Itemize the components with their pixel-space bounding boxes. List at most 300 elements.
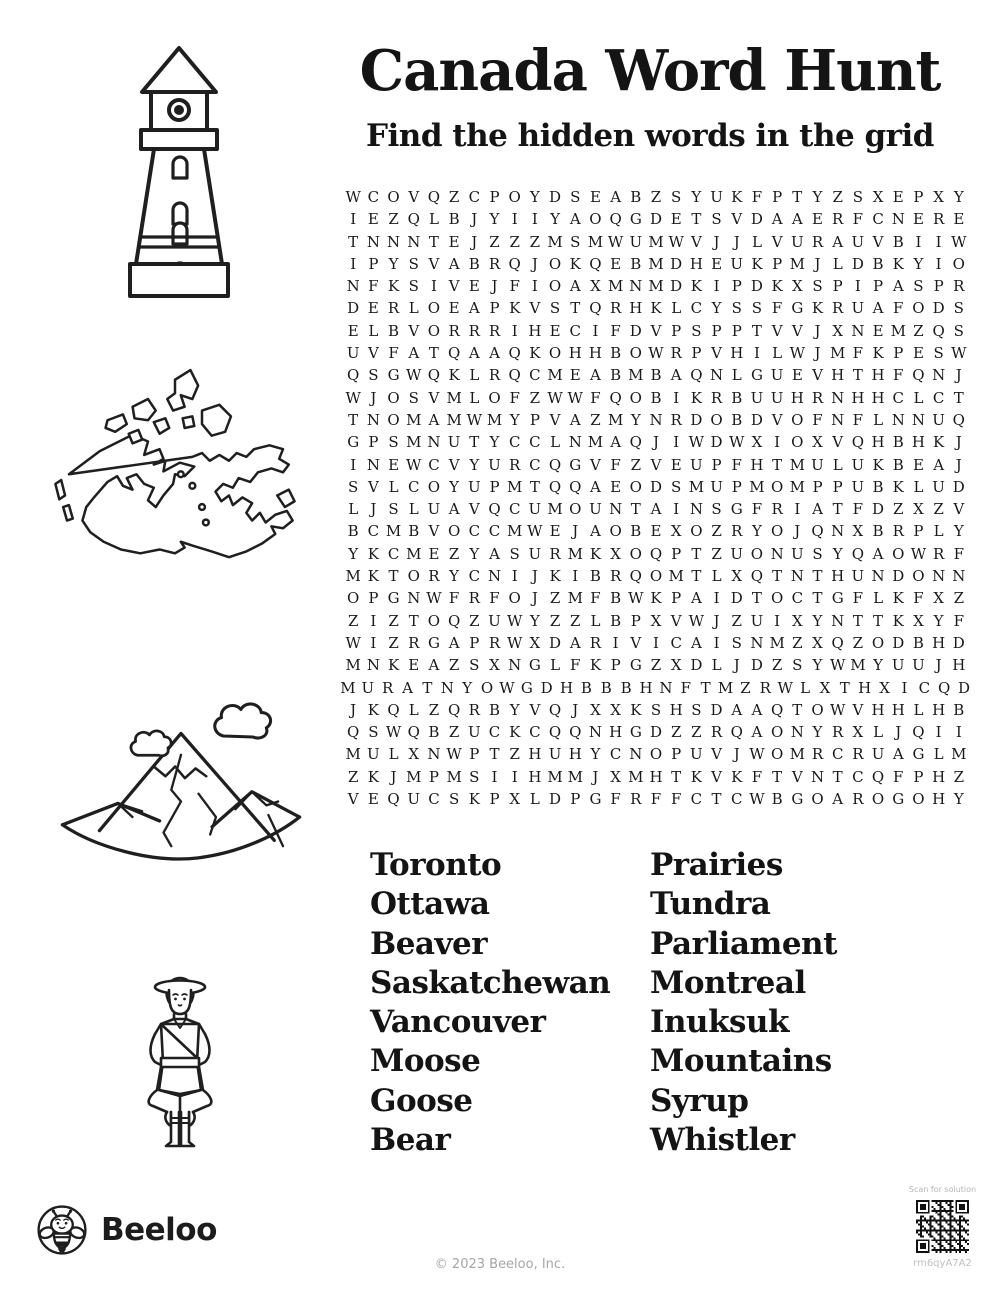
- grid-letter: U: [770, 366, 784, 385]
- grid-letter: D: [549, 188, 562, 206]
- grid-letter: C: [387, 544, 400, 563]
- grid-letter: Y: [449, 567, 460, 586]
- grid-letter: Q: [609, 210, 622, 229]
- grid-letter: L: [348, 500, 359, 519]
- grid-row: [338, 721, 974, 743]
- grid-letter: V: [771, 232, 783, 251]
- grid-letter: F: [368, 277, 379, 296]
- grid-letter: P: [529, 410, 540, 429]
- grid-letter: O: [427, 321, 441, 340]
- grid-letter: E: [610, 254, 622, 273]
- grid-letter: L: [408, 299, 419, 318]
- grid-letter: Z: [448, 656, 460, 675]
- grid-letter: S: [953, 321, 964, 340]
- grid-letter: K: [892, 254, 904, 273]
- grid-letter: V: [529, 700, 541, 719]
- grid-letter: X: [812, 433, 823, 452]
- grid-letter: W: [446, 745, 462, 764]
- grid-letter: E: [549, 522, 561, 541]
- grid-letter: S: [671, 477, 682, 496]
- grid-letter: M: [850, 656, 866, 675]
- grid-letter: K: [387, 656, 400, 675]
- grid-letter: K: [751, 254, 763, 273]
- grid-letter: M: [486, 410, 503, 429]
- grid-letter: N: [366, 455, 380, 474]
- grid-letter: E: [347, 321, 359, 340]
- grid-letter: J: [955, 433, 962, 452]
- grid-letter: E: [912, 344, 924, 363]
- grid-letter: B: [448, 210, 460, 229]
- grid-letter: P: [630, 611, 641, 630]
- grid-letter: O: [548, 277, 562, 296]
- grid-letter: A: [448, 500, 460, 519]
- grid-letter: E: [791, 366, 803, 385]
- grid-letter: B: [872, 522, 884, 541]
- grid-letter: E: [428, 544, 440, 563]
- grid-letter: O: [427, 477, 441, 496]
- grid-letter: C: [428, 455, 440, 474]
- grid-letter: J: [733, 232, 740, 251]
- grid-letter: K: [509, 723, 521, 742]
- grid-letter: R: [731, 522, 743, 541]
- grid-letter: F: [731, 455, 742, 474]
- grid-letter: T: [428, 344, 439, 363]
- grid-letter: V: [711, 745, 722, 764]
- grid-letter: Z: [347, 767, 359, 786]
- grid-letter: P: [469, 745, 480, 764]
- grid-letter: C: [508, 500, 521, 519]
- grid-letter: B: [731, 410, 743, 429]
- grid-letter: C: [428, 790, 440, 809]
- grid-letter: D: [649, 210, 663, 229]
- grid-letter: R: [852, 790, 864, 809]
- grid-letter: W: [466, 410, 483, 429]
- qr-caption: Scan for solution: [908, 1185, 977, 1194]
- grid-letter: J: [733, 656, 740, 675]
- grid-letter: L: [408, 500, 419, 519]
- grid-letter: I: [713, 633, 720, 652]
- grid-letter: O: [387, 410, 400, 429]
- grid-letter: U: [912, 656, 925, 675]
- grid-letter: Y: [873, 656, 884, 675]
- grid-letter: A: [610, 433, 622, 452]
- grid-letter: P: [671, 544, 682, 563]
- grid-letter: C: [690, 790, 703, 809]
- grid-letter: X: [529, 633, 541, 652]
- grid-letter: W: [628, 589, 644, 608]
- grid-letter: A: [892, 277, 904, 296]
- grid-letter: H: [831, 567, 845, 586]
- grid-letter: E: [448, 232, 460, 251]
- grid-letter: Y: [953, 522, 964, 541]
- grid-letter: J: [471, 232, 478, 251]
- grid-letter: G: [427, 633, 440, 652]
- grid-letter: P: [772, 188, 783, 206]
- grid-letter: I: [531, 210, 538, 229]
- grid-letter: U: [851, 567, 865, 586]
- grid-row: [338, 454, 974, 476]
- canada-map-illustration: [40, 360, 310, 575]
- grid-letter: A: [670, 366, 682, 385]
- grid-letter: O: [589, 210, 602, 229]
- word-list-column-2: [650, 846, 950, 1160]
- grid-letter: F: [509, 277, 520, 296]
- grid-letter: P: [671, 321, 682, 340]
- grid-letter: Q: [871, 767, 885, 786]
- grid-letter: T: [751, 589, 762, 608]
- grid-letter: B: [620, 678, 632, 697]
- grid-letter: P: [671, 745, 682, 764]
- grid-letter: N: [689, 500, 703, 519]
- word-list-item: Moose: [370, 1043, 481, 1080]
- grid-letter: Q: [730, 723, 743, 742]
- grid-letter: Z: [711, 522, 722, 541]
- grid-letter: Y: [449, 477, 460, 496]
- grid-letter: R: [892, 522, 904, 541]
- grid-letter: T: [408, 611, 419, 630]
- grid-letter: L: [933, 522, 944, 541]
- grid-letter: V: [670, 611, 682, 630]
- grid-letter: V: [812, 366, 823, 385]
- grid-letter: G: [791, 790, 804, 809]
- grid-letter: D: [710, 433, 723, 452]
- grid-letter: K: [892, 477, 904, 496]
- grid-letter: R: [468, 589, 480, 608]
- grid-letter: V: [367, 344, 379, 363]
- grid-letter: W: [789, 344, 806, 363]
- grid-letter: I: [794, 500, 801, 519]
- grid-letter: K: [872, 344, 884, 363]
- grid-letter: N: [366, 656, 380, 675]
- grid-letter: F: [590, 589, 601, 608]
- grid-letter: A: [872, 544, 884, 563]
- grid-letter: U: [488, 455, 501, 474]
- grid-letter: D: [670, 277, 683, 296]
- grid-letter: J: [390, 767, 397, 786]
- grid-letter: B: [892, 433, 904, 452]
- grid-letter: A: [468, 344, 480, 363]
- grid-letter: C: [872, 210, 884, 229]
- grid-letter: J: [814, 321, 821, 340]
- grid-letter: B: [610, 344, 622, 363]
- grid-letter: E: [448, 299, 460, 318]
- grid-letter: S: [469, 767, 480, 786]
- grid-letter: M: [340, 678, 356, 697]
- grid-letter: O: [770, 477, 784, 496]
- grid-letter: I: [612, 633, 619, 652]
- grid-letter: X: [933, 589, 944, 608]
- grid-letter: U: [589, 500, 602, 519]
- grid-letter: C: [367, 188, 380, 206]
- grid-letter: P: [832, 477, 843, 496]
- grid-letter: N: [407, 232, 421, 251]
- grid-letter: U: [488, 611, 501, 630]
- grid-letter: Z: [832, 188, 843, 206]
- grid-letter: J: [370, 500, 377, 519]
- grid-row: [338, 565, 974, 587]
- grid-letter: N: [649, 410, 663, 429]
- grid-letter: H: [568, 344, 582, 363]
- grid-letter: P: [913, 188, 924, 206]
- grid-letter: V: [367, 477, 379, 496]
- grid-letter: R: [549, 544, 561, 563]
- grid-letter: B: [610, 589, 622, 608]
- grid-letter: Z: [570, 611, 581, 630]
- grid-letter: K: [367, 700, 379, 719]
- grid-letter: P: [913, 767, 924, 786]
- grid-letter: Z: [509, 232, 520, 251]
- grid-letter: Z: [509, 745, 520, 764]
- grid-letter: L: [933, 745, 944, 764]
- grid-letter: X: [913, 500, 924, 519]
- grid-letter: P: [489, 188, 500, 206]
- grid-letter: S: [368, 366, 379, 385]
- grid-letter: J: [733, 745, 740, 764]
- grid-letter: U: [548, 745, 562, 764]
- grid-letter: Q: [952, 410, 965, 429]
- grid-letter: D: [690, 656, 703, 675]
- grid-letter: V: [428, 388, 440, 407]
- grid-letter: W: [506, 611, 523, 630]
- grid-letter: Q: [938, 678, 951, 697]
- grid-row: [338, 632, 974, 654]
- grid-row: [338, 543, 974, 565]
- grid-letter: Z: [852, 633, 864, 652]
- grid-letter: H: [528, 767, 542, 786]
- grid-letter: M: [890, 321, 906, 340]
- grid-letter: A: [892, 745, 904, 764]
- grid-letter: P: [812, 477, 823, 496]
- grid-letter: N: [831, 522, 845, 541]
- grid-letter: C: [529, 433, 541, 452]
- grid-letter: B: [388, 321, 400, 340]
- grid-letter: P: [731, 277, 742, 296]
- grid-letter: O: [480, 678, 494, 697]
- grid-letter: V: [549, 410, 561, 429]
- grid-letter: U: [447, 433, 461, 452]
- grid-letter: H: [871, 388, 885, 407]
- grid-letter: N: [891, 410, 905, 429]
- mountains-illustration: [45, 700, 317, 868]
- grid-letter: L: [751, 232, 762, 251]
- grid-letter: V: [468, 500, 480, 519]
- grid-letter: E: [468, 277, 480, 296]
- grid-letter: T: [772, 567, 783, 586]
- grid-letter: N: [790, 723, 804, 742]
- grid-letter: M: [547, 366, 563, 385]
- grid-letter: L: [428, 210, 439, 229]
- grid-letter: M: [628, 767, 644, 786]
- grid-letter: T: [832, 500, 843, 519]
- grid-letter: J: [471, 210, 478, 229]
- grid-letter: J: [955, 366, 962, 385]
- grid-letter: W: [829, 656, 846, 675]
- grid-letter: Y: [489, 210, 500, 229]
- grid-letter: R: [468, 321, 480, 340]
- grid-letter: S: [650, 700, 662, 719]
- grid-letter: W: [527, 522, 543, 541]
- grid-letter: J: [814, 254, 821, 273]
- grid-letter: A: [448, 254, 460, 273]
- grid-letter: G: [831, 589, 844, 608]
- grid-letter: K: [933, 433, 945, 452]
- grid-letter: J: [895, 723, 902, 742]
- grid-letter: A: [569, 410, 581, 429]
- grid-letter: D: [649, 477, 663, 496]
- grid-letter: X: [913, 611, 924, 630]
- grid-letter: A: [489, 544, 500, 563]
- grid-letter: Z: [549, 589, 561, 608]
- grid-letter: E: [912, 455, 924, 474]
- grid-letter: O: [871, 633, 885, 652]
- grid-letter: G: [629, 723, 642, 742]
- grid-letter: F: [650, 790, 662, 809]
- grid-letter: P: [368, 254, 379, 273]
- grid-letter: Q: [347, 723, 360, 742]
- grid-letter: D: [750, 656, 763, 675]
- grid-row: [338, 743, 974, 765]
- grid-letter: Y: [711, 299, 722, 318]
- grid-letter: P: [933, 277, 944, 296]
- grid-letter: J: [572, 700, 579, 719]
- grid-letter: E: [670, 455, 682, 474]
- grid-letter: K: [367, 567, 379, 586]
- grid-letter: Q: [831, 633, 844, 652]
- grid-letter: I: [511, 321, 518, 340]
- grid-letter: T: [751, 321, 762, 340]
- qr-code-id: rm6qyA7A2: [913, 1258, 972, 1269]
- grid-letter: Y: [953, 790, 964, 809]
- grid-letter: X: [832, 321, 844, 340]
- grid-letter: V: [852, 700, 864, 719]
- grid-letter: M: [507, 522, 523, 541]
- grid-letter: I: [935, 723, 942, 742]
- grid-letter: Y: [953, 188, 964, 206]
- grid-letter: O: [629, 388, 642, 407]
- grid-letter: N: [366, 232, 380, 251]
- grid-letter: F: [610, 790, 621, 809]
- grid-letter: K: [529, 344, 541, 363]
- grid-letter: P: [368, 433, 379, 452]
- grid-letter: R: [589, 633, 602, 652]
- grid-letter: L: [388, 477, 399, 496]
- grid-letter: P: [832, 277, 843, 296]
- grid-letter: S: [388, 500, 399, 519]
- grid-letter: R: [408, 633, 420, 652]
- bee-icon: [35, 1203, 89, 1257]
- grid-letter: U: [750, 388, 764, 407]
- grid-letter: Z: [529, 232, 541, 251]
- grid-letter: U: [467, 723, 481, 742]
- grid-letter: H: [831, 366, 845, 385]
- grid-letter: W: [951, 232, 967, 251]
- grid-letter: G: [912, 745, 925, 764]
- grid-letter: V: [408, 188, 420, 206]
- grid-letter: D: [649, 723, 663, 742]
- grid-letter: V: [953, 500, 965, 519]
- grid-letter: V: [872, 232, 884, 251]
- grid-letter: V: [711, 767, 722, 786]
- grid-letter: X: [872, 188, 884, 206]
- grid-letter: U: [851, 232, 865, 251]
- grid-letter: F: [751, 500, 763, 519]
- grid-letter: A: [791, 210, 803, 229]
- grid-letter: S: [408, 388, 419, 407]
- grid-letter: S: [812, 544, 823, 563]
- grid-letter: A: [448, 633, 460, 652]
- grid-letter: W: [777, 678, 793, 697]
- grid-letter: X: [610, 544, 621, 563]
- grid-letter: Q: [548, 700, 562, 719]
- grid-letter: M: [547, 232, 563, 251]
- grid-letter: U: [690, 455, 703, 474]
- grid-row: [338, 275, 974, 297]
- qr-block: [900, 1185, 985, 1269]
- grid-letter: D: [670, 254, 683, 273]
- grid-letter: T: [388, 567, 399, 586]
- grid-letter: O: [811, 790, 824, 809]
- grid-letter: N: [366, 410, 380, 429]
- grid-letter: M: [769, 633, 785, 652]
- grid-letter: R: [488, 366, 501, 385]
- grid-letter: E: [589, 188, 601, 206]
- grid-letter: R: [771, 500, 783, 519]
- grid-letter: T: [469, 433, 480, 452]
- grid-letter: L: [711, 656, 722, 675]
- grid-letter: X: [610, 700, 621, 719]
- grid-letter: F: [670, 790, 682, 809]
- grid-letter: A: [751, 700, 763, 719]
- grid-letter: Q: [690, 366, 703, 385]
- grid-letter: D: [710, 700, 723, 719]
- grid-letter: B: [650, 388, 662, 407]
- grid-letter: H: [560, 678, 574, 697]
- grid-letter: V: [630, 633, 642, 652]
- grid-letter: I: [713, 589, 720, 608]
- grid-letter: L: [590, 611, 601, 630]
- grid-letter: N: [831, 410, 845, 429]
- grid-letter: A: [569, 633, 581, 652]
- grid-letter: W: [829, 700, 846, 719]
- grid-letter: D: [851, 254, 864, 273]
- grid-letter: B: [468, 254, 480, 273]
- grid-letter: H: [851, 388, 865, 407]
- grid-letter: M: [547, 767, 563, 786]
- grid-letter: S: [448, 790, 460, 809]
- grid-letter: O: [629, 544, 642, 563]
- grid-letter: Y: [509, 700, 520, 719]
- grid-letter: N: [831, 611, 845, 630]
- grid-letter: G: [750, 366, 763, 385]
- grid-letter: G: [520, 678, 533, 697]
- grid-letter: C: [670, 633, 682, 652]
- grid-letter: M: [749, 477, 765, 496]
- grid-letter: K: [509, 299, 521, 318]
- grid-letter: C: [852, 767, 864, 786]
- grid-letter: W: [668, 232, 684, 251]
- grid-letter: K: [448, 366, 460, 385]
- grid-letter: J: [491, 277, 498, 296]
- grid-letter: C: [529, 366, 541, 385]
- grid-letter: N: [387, 232, 401, 251]
- grid-letter: B: [872, 477, 884, 496]
- grid-letter: O: [770, 589, 784, 608]
- grid-letter: S: [671, 188, 682, 206]
- grid-letter: Y: [348, 544, 359, 563]
- grid-letter: L: [671, 299, 682, 318]
- grid-letter: W: [345, 188, 361, 206]
- grid-letter: R: [387, 299, 400, 318]
